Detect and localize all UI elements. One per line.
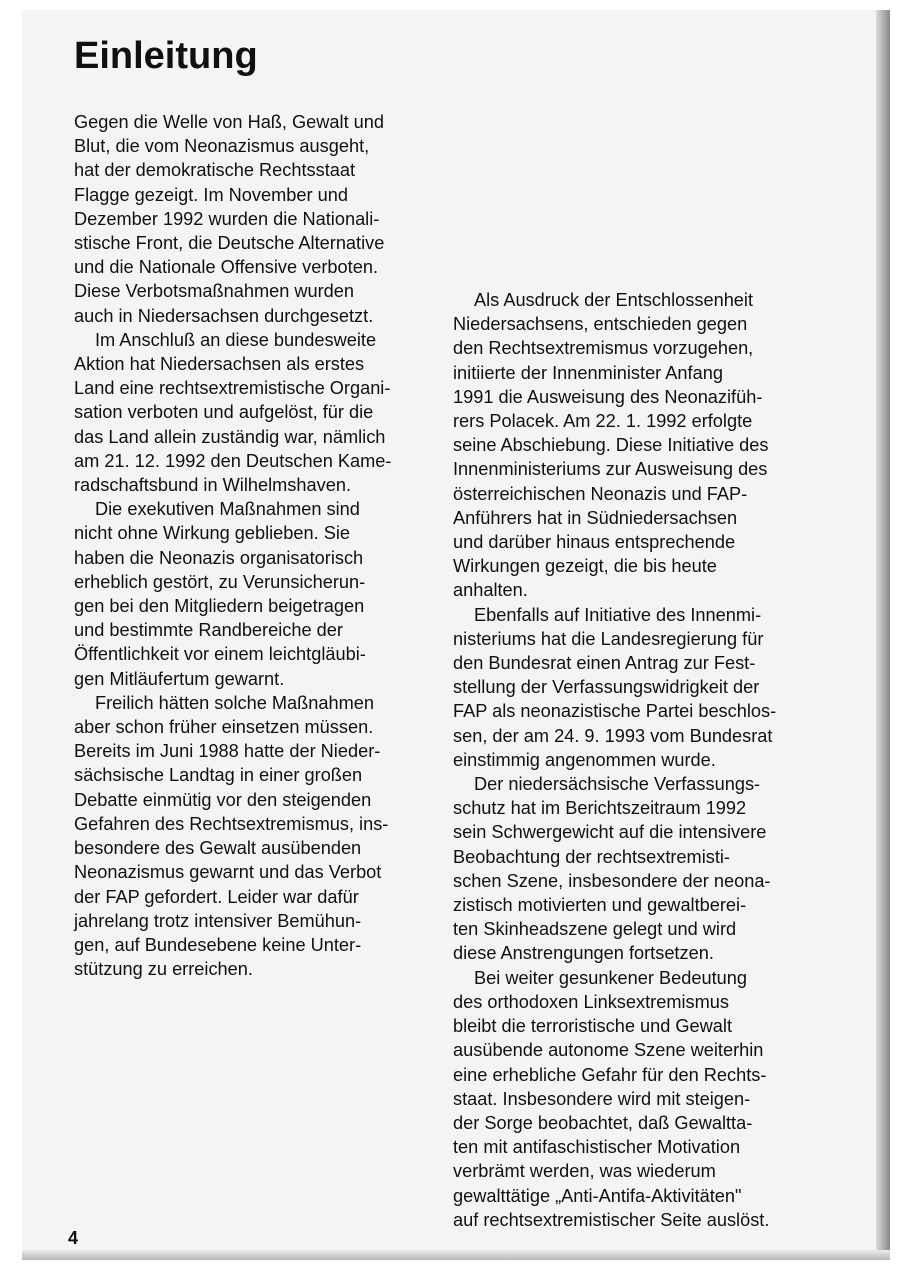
text-line: sächsische Landtag in einer großen	[74, 765, 363, 786]
text-line: Beobachtung der rechtsextremisti-	[453, 846, 730, 867]
text-line: radschaftsbund in Wilhelmshaven.	[74, 475, 351, 496]
text-line: Debatte einmütig vor den steigenden	[74, 789, 372, 810]
text-line: stellung der Verfassungswidrigkeit der	[453, 677, 760, 698]
page-edge-shadow	[876, 10, 890, 1260]
text-line: und die Nationale Offensive verboten.	[74, 257, 379, 278]
paragraph	[74, 110, 434, 328]
text-line: Öffentlichkeit vor einem leichtgläubi-	[74, 644, 366, 665]
text-line: verbrämt werden, was wiederum	[453, 1161, 716, 1182]
text-line: erheblich gestört, zu Verunsicherun-	[74, 571, 366, 592]
page-number: 4	[68, 1228, 79, 1248]
text-line: nisteriums hat die Landesregierung für	[453, 628, 764, 649]
text-line: Wirkungen gezeigt, die bis heute	[453, 556, 717, 577]
text-line: besondere des Gewalt ausübenden	[74, 838, 362, 859]
text-line: Bei weiter gesunkener Bedeutung	[474, 967, 747, 988]
text-line: Freilich hätten solche Maßnahmen	[95, 692, 375, 713]
text-line: Flagge gezeigt. Im November und	[74, 184, 348, 205]
paragraph	[74, 497, 434, 691]
text-line: Anführers hat in Südniedersachsen	[453, 507, 738, 528]
text-line: staat. Insbesondere wird mit steigen-	[453, 1088, 751, 1109]
text-line: diese Anstrengungen fortsetzen.	[453, 943, 714, 964]
text-line: bleibt die terroristische und Gewalt	[453, 1016, 733, 1037]
text-line: gen Mitläufertum gewarnt.	[74, 668, 285, 689]
text-line: initiierte der Innenminister Anfang	[453, 362, 723, 383]
paragraph	[453, 603, 823, 772]
text-line: das Land allein zuständig war, nämlich	[74, 426, 386, 447]
text-line: Diese Verbotsmaßnahmen wurden	[74, 281, 355, 302]
text-line: ten Skinheadszene gelegt und wird	[453, 919, 737, 940]
right-text-column	[453, 288, 823, 1232]
text-line: Blut, die vom Neonazismus ausgeht,	[74, 136, 370, 157]
text-line: gen bei den Mitgliedern beigetragen	[74, 596, 365, 617]
text-line: Gegen die Welle von Haß, Gewalt und	[74, 112, 385, 132]
text-line: Bereits im Juni 1988 hatte der Nieder-	[74, 741, 381, 762]
text-line: und darüber hinaus entsprechende	[453, 532, 736, 553]
text-line: nicht ohne Wirkung geblieben. Sie	[74, 523, 351, 544]
text-line: seine Abschiebung. Diese Initiative des	[453, 435, 769, 456]
text-line: schutz hat im Berichtszeitraum 1992	[453, 798, 747, 819]
page-bottom-shadow	[22, 1250, 890, 1260]
text-line: stische Front, die Deutsche Alternative	[74, 233, 385, 254]
text-line: Innenministeriums zur Ausweisung des	[453, 459, 768, 480]
text-line: haben die Neonazis organisatorisch	[74, 547, 364, 568]
paragraph	[453, 772, 823, 966]
text-line: Niedersachsens, entschieden gegen	[453, 314, 748, 335]
paragraph	[74, 328, 434, 497]
text-line: Dezember 1992 wurden die Nationali-	[74, 208, 380, 229]
paragraph	[74, 691, 434, 981]
paragraph	[453, 966, 823, 1232]
text-line: schen Szene, insbesondere der neona-	[453, 870, 771, 891]
text-line: sen, der am 24. 9. 1993 vom Bundesrat	[453, 725, 773, 746]
text-line: Im Anschluß an diese bundesweite	[95, 329, 377, 350]
paragraph	[453, 288, 823, 603]
text-line: Die exekutiven Maßnahmen sind	[95, 499, 360, 520]
document-page	[22, 10, 890, 1260]
text-line: Gefahren des Rechtsextremismus, ins-	[74, 813, 389, 834]
text-line: anhalten.	[453, 580, 528, 601]
text-line: Als Ausdruck der Entschlossenheit	[474, 290, 754, 310]
text-line: sein Schwergewicht auf die intensivere	[453, 822, 767, 843]
text-line: rers Polacek. Am 22. 1. 1992 erfolgte	[453, 411, 753, 432]
text-line: österreichischen Neonazis und FAP-	[453, 483, 748, 504]
text-line: und bestimmte Randbereiche der	[74, 620, 343, 641]
text-line: den Bundesrat einen Antrag zur Fest-	[453, 653, 756, 674]
text-line: am 21. 12. 1992 den Deutschen Kame-	[74, 450, 392, 471]
page-title: Einleitung	[74, 35, 258, 77]
text-line: auf rechtsextremistischer Seite auslöst.	[453, 1209, 770, 1230]
text-line: Der niedersächsische Verfassungs-	[474, 774, 761, 795]
text-line: einstimmig angenommen wurde.	[453, 749, 716, 770]
text-line: ten mit antifaschistischer Motivation	[453, 1137, 741, 1158]
text-line: Aktion hat Niedersachsen als erstes	[74, 354, 365, 375]
text-line: jahrelang trotz intensiver Bemühun-	[74, 910, 362, 931]
text-line: gen, auf Bundesebene keine Unter-	[74, 934, 362, 955]
text-line: eine erhebliche Gefahr für den Rechts-	[453, 1064, 767, 1085]
text-line: zistisch motivierten und gewaltberei-	[453, 895, 747, 916]
text-line: der FAP gefordert. Leider war dafür	[74, 886, 359, 907]
text-line: den Rechtsextremismus vorzugehen,	[453, 338, 754, 359]
text-line: aber schon früher einsetzen müssen.	[74, 717, 374, 738]
text-line: gewalttätige „Anti-Antifa-Aktivitäten"	[453, 1185, 742, 1206]
text-line: sation verboten und aufgelöst, für die	[74, 402, 374, 423]
text-line: Neonazismus gewarnt und das Verbot	[74, 862, 382, 883]
text-line: ausübende autonome Szene weiterhin	[453, 1040, 764, 1061]
text-line: Ebenfalls auf Initiative des Innenmi-	[474, 604, 762, 625]
text-line: auch in Niedersachsen durchgesetzt.	[74, 305, 374, 326]
text-line: FAP als neonazistische Partei beschlos-	[453, 701, 777, 722]
text-line: hat der demokratische Rechtsstaat	[74, 160, 356, 181]
text-line: der Sorge beobachtet, daß Gewaltta-	[453, 1112, 753, 1133]
text-line: des orthodoxen Linksextremismus	[453, 991, 729, 1012]
text-line: Land eine rechtsextremistische Organi-	[74, 378, 391, 399]
text-line: 1991 die Ausweisung des Neonazifüh-	[453, 386, 763, 407]
text-line: stützung zu erreichen.	[74, 959, 253, 980]
left-text-column	[74, 110, 434, 981]
